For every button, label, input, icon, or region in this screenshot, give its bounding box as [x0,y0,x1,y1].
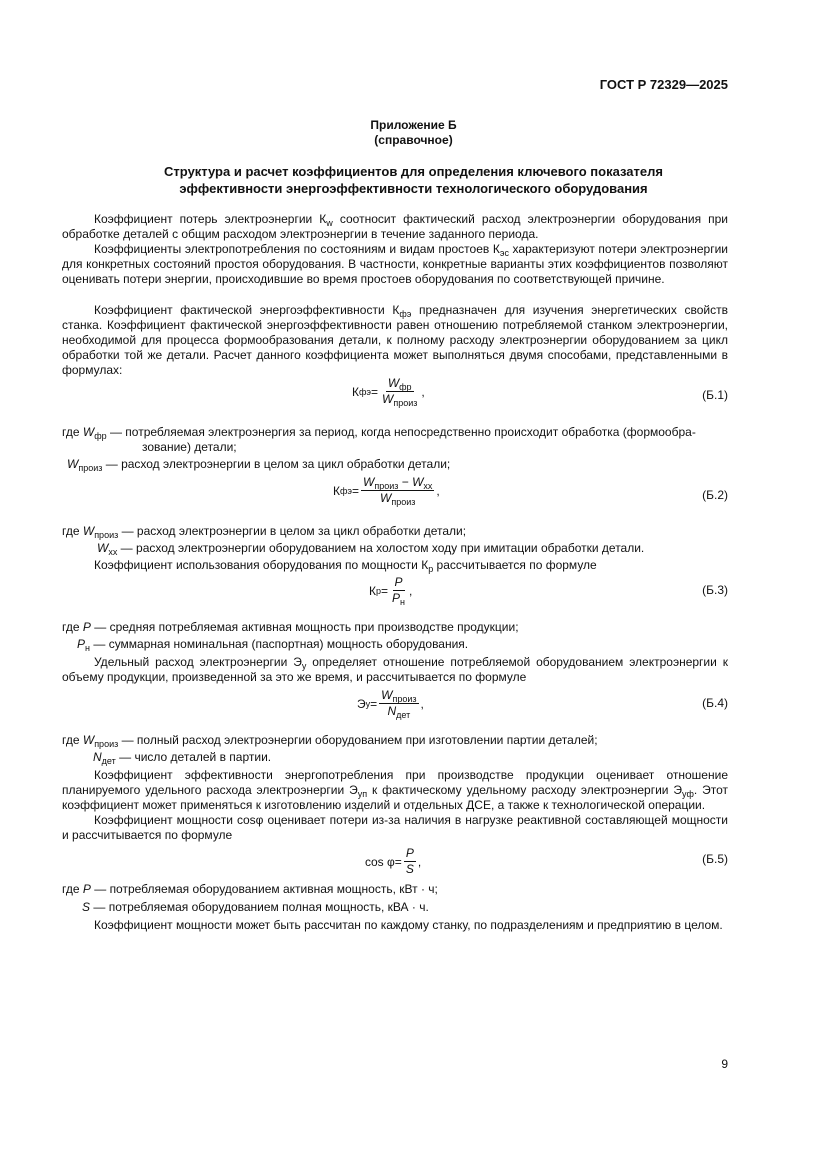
definition-wfr-cont: зование) детали; [142,440,237,454]
page-number: 9 [721,1057,728,1071]
definition-wproiz-3: где $W_{произ}$ — полный расход электроэнергии оборудованием при изготовлении партии деталей; [62,733,598,749]
definition-p-2: где P — потребляемая оборудованием активная мощность, кВт · ч; [62,882,438,896]
paragraph-kw: Коэффициент потерь электроэнергии $К_w$ соотносит фактический расход электроэнергии оборудования при обработке деталей с общим расходом электроэнергии в течение заданного периода. [62,212,728,241]
appendix-note: (справочное) [374,133,453,147]
definition-wproiz-2: где $W_{произ}$ — расход электроэнергии в целом за цикл обработки детали; [62,524,467,540]
paragraph-kes: Коэффициенты электропотребления по состояниям и видам простоев $К_{эс}$ характеризуют потери электроэнергии для конкретных состояний простоя оборудования. В частности, конкретные варианты этих коэффициентов позволяют оценивать потери энергии, происходившие во время простоев оборудования по соответствующей причине. [62,242,728,286]
paragraph-efficiency: Коэффициент эффективности энергопотребления при производстве продукции оценивает отношение планируемого удельного расхода электроэнергии $Э_{уп}$ к фактическому удельному расходу электроэнергии $Э_{уф}$. Этот коэффициент может применяться к изготовлению изделий и отдельных ДСЕ, а также к технологической операции. [62,768,728,812]
section-title-line2: эффективности энергоэффективности технологического оборудования [179,181,648,196]
definition-s: S — потребляемая оборудованием полная мощность, кВА · ч. [82,900,429,914]
definition-ndet: $N_{дет}$ — число деталей в партии. [93,750,272,766]
paragraph-kfe: Коэффициент фактической энергоэффективности $К_{фэ}$ предназначен для изучения энергетических свойств станка. Коэффициент фактической энергоэффективности равен отношению потребляемой станком электроэнергии, необходимой для процесса формообразования детали, к полному расходу электроэнергии оборудованием за цикл обработки той же детали. Расчет данного коэффициента может выполняться двумя способами, представленными в формулах: [62,303,728,377]
section-title-line1: Структура и расчет коэффициентов для определения ключевого показателя [164,164,663,179]
definition-pn: $P_н$ — суммарная номинальная (паспортная) мощность оборудования. [77,637,469,653]
equation-number-b1: (Б.1) [702,388,728,402]
definition-wxx: $W_{хх}$ — расход электроэнергии оборудованием на холостом ходу при имитации обработки детали. [97,541,645,557]
equation-number-b2: (Б.2) [702,488,728,502]
formula-b5: cos φ = $\frac{P}{S}$ , [365,846,422,876]
formula-b3: К р = $\frac{P}{P_н}$ , [369,575,413,607]
appendix-label: Приложение Б [370,118,457,132]
paragraph-power-factor: Коэффициент мощности может быть рассчитан по каждому станку, по подразделениям и предприятию в целом. [94,918,723,932]
paragraph-kp: Коэффициент использования оборудования по мощности $К_р$ рассчитывается по формуле [94,558,597,574]
definition-wfr: где $W_{фр}$ — потребляемая электроэнергия за период, когда непосредственно происходит обработка (формообра- [62,425,696,441]
paragraph-ey: Удельный расход электроэнергии $Э_у$ определяет отношение потребляемой оборудованием электроэнергии к объему продукции, произведенной за это же время, и рассчитывается по формуле [62,655,728,684]
formula-b4: Э у = $\frac{W_{произ}}{N_{дет}}$ , [357,688,424,720]
definition-wproiz: $W_{произ}$ — расход электроэнергии в целом за цикл обработки детали; [67,457,451,473]
equation-number-b4: (Б.4) [702,696,728,710]
paragraph-cos: Коэффициент мощности cosφ оценивает потери из-за наличия в нагрузке реактивной составляющей мощности и рассчитывается по формуле [62,813,728,842]
standard-number: ГОСТ Р 72329—2025 [599,77,728,92]
equation-number-b3: (Б.3) [702,583,728,597]
formula-b2: К фэ = $\frac{W_{произ} - W_{хх}}{W_{произ}}$ , [333,475,440,507]
definition-p: где P — средняя потребляемая активная мощность при производстве продукции; [62,620,519,634]
equation-number-b5: (Б.5) [702,852,728,866]
formula-b1: К фэ = $\frac{W_{фр}}{W_{произ}}$ , [352,376,425,408]
